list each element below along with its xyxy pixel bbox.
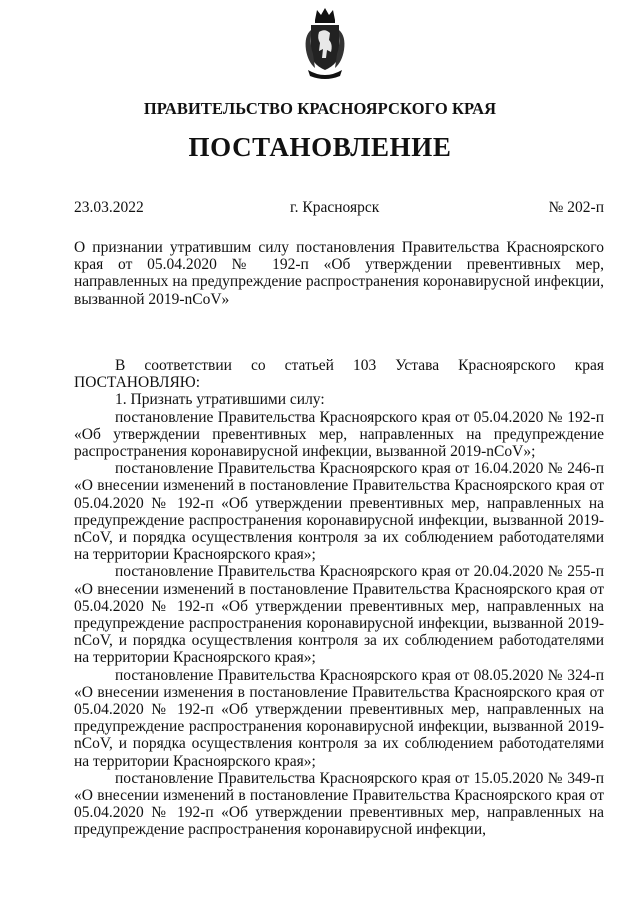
document-body <box>74 357 604 839</box>
document-subject <box>74 239 604 308</box>
item-1-paragraph: 1. Признать утратившими силу: <box>115 391 325 409</box>
government-name: ПРАВИТЕЛЬСТВО КРАСНОЯРСКОГО КРАЯ <box>143 99 497 118</box>
subject-text: О признании утратившим силу постановления Правительства Красноярского края от 05.04.2020 № 192-п «Об утверждении превентивных мер, направленных на предупреждение распространения коронавирусной инфекции, вызванной 2019-nCoV» <box>74 239 604 308</box>
document-type-title: ПОСТАНОВЛЕНИЕ <box>188 132 452 162</box>
act-paragraph: постановление Правительства Красноярского края от 05.04.2020 № 192-п «Об утверждении превентивных мер, направленных на предупреждение распространения коронавирусной инфекции, вызванной 2019-nCoV»; <box>74 408 604 461</box>
intro-paragraph: В соответствии со статьей 103 Устава Красноярского края ПОСТАНОВЛЯЮ: <box>74 357 604 392</box>
document-date: 23.03.2022 <box>74 199 144 216</box>
coat-of-arms-icon <box>302 6 348 80</box>
act-paragraph: постановление Правительства Красноярского края от 16.04.2020 № 246-п «О внесении изменений в постановление Правительства Красноярского края от 05.04.2020 № 192-п «Об утверждении превентивных мер, направленных на предупреждение распространения коронавирусной инфекции, вызванной 2019-nCoV, и порядка осуществления контроля за их соблюдением работодателями на территории Красноярского края»; <box>74 460 604 564</box>
act-paragraph: постановление Правительства Красноярского края от 08.05.2020 № 324-п «О внесении изменения в постановление Правительства Красноярского края от 05.04.2020 № 192-п «Об утверждении превентивных мер, направленных на предупреждение распространения коронавирусной инфекции, вызванной 2019-nCoV, и порядка осуществления контроля за их соблюдением работодателями на территории Красноярского края»; <box>74 666 604 770</box>
act-paragraph: постановление Правительства Красноярского края от 20.04.2020 № 255-п «О внесении изменений в постановление Правительства Красноярского края от 05.04.2020 № 192-п «Об утверждении превентивных мер, направленных на предупреждение распространения коронавирусной инфекции, вызванной 2019-nCoV, и порядка осуществления контроля за их соблюдением работодателями на территории Красноярского края»; <box>74 563 604 667</box>
document-city: г. Красноярск <box>290 199 380 216</box>
document-number: № 202-п <box>548 199 604 216</box>
act-paragraph: постановление Правительства Красноярского края от 15.05.2020 № 349-п «О внесении изменений в постановление Правительства Красноярского края от 05.04.2020 № 192-п «Об утверждении превентивных мер, направленных на предупреждение распространения коронавирусной инфекции, <box>74 769 604 839</box>
